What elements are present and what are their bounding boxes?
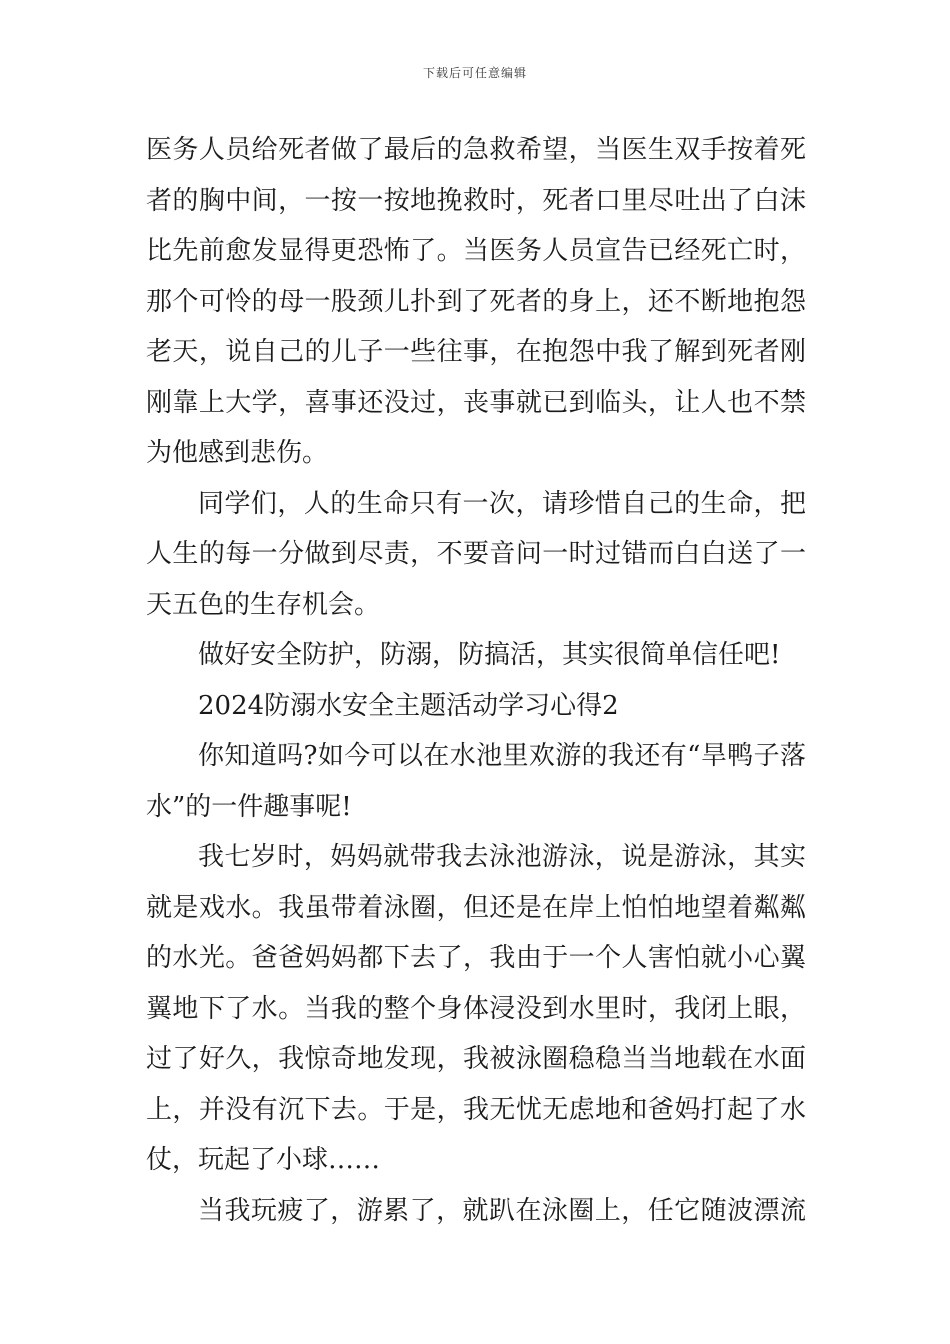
text-line: 天五色的生存机会。 xyxy=(146,589,381,620)
text-line: 老天，说自己的儿子一些往事，在抱怨中我了解到死者刚 xyxy=(146,337,806,367)
text-line: 你知道吗?如今可以在水池里欢游的我还有“旱鸭子落 xyxy=(198,741,806,771)
text-line: 上，并没有沉下去。于是，我无忧无虑地和爸妈打起了水 xyxy=(146,1094,806,1125)
text-line: 医务人员给死者做了最后的急救希望，当医生双手按着死 xyxy=(146,135,806,165)
document-body xyxy=(146,125,806,1236)
text-line: 的水光。爸爸妈妈都下去了，我由于一个人害怕就小心翼 xyxy=(146,943,806,973)
text-line: 为他感到悲伤。 xyxy=(146,438,329,468)
text-line: 者的胸中间，一按一按地挽救时，死者口里尽吐出了白沫 xyxy=(146,185,806,216)
text-line: 同学们，人的生命只有一次，请珍惜自己的生命，把 xyxy=(198,488,806,519)
text-line: 仗，玩起了小球…… xyxy=(146,1145,381,1175)
text-line: 做好安全防护，防溺，防搞活，其实很简单信任吧! xyxy=(198,640,781,670)
text-line: 人生的每一分做到尽责，不要音问一时过错而白白送了一 xyxy=(146,539,806,569)
text-line: 当我玩疲了，游累了，就趴在泳圈上，任它随波漂流 xyxy=(198,1195,806,1226)
page-header: 下载后可任意编辑 xyxy=(422,66,527,80)
text-line: 就是戏水。我虽带着泳圈，但还是在岸上怕怕地望着粼粼 xyxy=(146,892,806,923)
text-line: 比先前愈发显得更恐怖了。当医务人员宣告已经死亡时， xyxy=(146,236,806,266)
text-line: 我七岁时，妈妈就带我去泳池游泳，说是游泳，其实 xyxy=(198,842,806,872)
text-line: 那个可怜的母一股颈儿扑到了死者的身上，还不断地抱怨 xyxy=(146,286,806,317)
section-heading: 2024防溺水安全主题活动学习心得2 xyxy=(198,690,619,721)
text-line: 翼地下了水。当我的整个身体浸没到水里时，我闭上眼， xyxy=(146,993,806,1024)
text-line: 刚靠上大学，喜事还没过，丧事就已到临头，让人也不禁 xyxy=(146,387,806,418)
text-line: 水”的一件趣事呢! xyxy=(146,791,352,822)
text-line: 过了好久，我惊奇地发现，我被泳圈稳稳当当地载在水面 xyxy=(146,1044,806,1074)
